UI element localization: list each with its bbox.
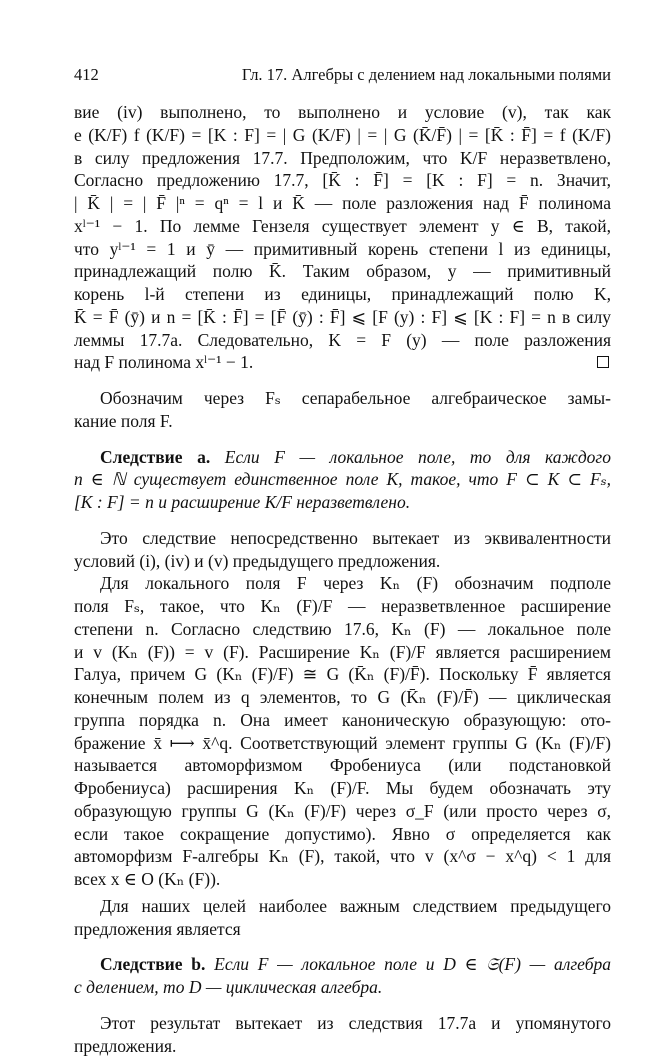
text-line: что yˡ⁻¹ = 1 и ȳ — примитивный корень степени l из единицы,	[74, 238, 611, 261]
running-head: Гл. 17. Алгебры с делением над локальными полями	[242, 64, 611, 86]
text-line: K̄ = F̄ (ȳ) и n = [K̄ : F̄] = [F̄ (ȳ) : F̄] ⩽ [F (y) : F] ⩽ [K : F] = n в силу	[74, 306, 611, 329]
corollary-a-label: Следствие a.	[100, 447, 210, 467]
frobenius-paragraph	[74, 572, 611, 891]
text-line: кание поля F.	[74, 410, 611, 433]
text-line: xˡ⁻¹ − 1. По лемме Гензеля существует элемент y ∈ B, такой,	[74, 215, 611, 238]
text-line: предложения.	[74, 1035, 611, 1057]
text-line: если такое сокращение допустимо). Явно σ определяется как	[74, 823, 611, 846]
text-line: с делением, то D — циклическая алгебра.	[74, 976, 611, 999]
text-line: Это следствие непосредственно вытекает из эквивалентности	[74, 527, 611, 550]
text-line: и v (Kₙ (F)) = v (F). Расширение Kₙ (F)/F является расширением	[74, 641, 611, 664]
corollary-b-first-line	[74, 953, 611, 976]
corollary-a-first-line	[74, 446, 611, 469]
text-line: Если F — локальное поле, то для каждого	[225, 447, 611, 467]
important-corollary-intro-paragraph	[74, 895, 611, 941]
text-line: всех x ∈ O (Kₙ (F)).	[74, 868, 611, 891]
text-line: поля Fₛ, такое, что Kₙ (F)/F — неразветвленное расширение	[74, 595, 611, 618]
text-line: автоморфизм F-алгебры Kₙ (F), такой, что v (x^σ − x^q) < 1 для	[74, 845, 611, 868]
text-line: называется автоморфизмом Фробениуса (или подстановкой	[74, 754, 611, 777]
text-line: Этот результат вытекает из следствия 17.7a и упомянутого	[74, 1012, 611, 1035]
spacer	[74, 940, 611, 953]
text-line: принадлежащий полю K̄. Таким образом, y — примитивный	[74, 260, 611, 283]
corollary-a	[74, 446, 611, 514]
text-line: Если F — локальное поле и D ∈ 𝔖(F) — алгебра	[214, 954, 611, 974]
text-line-end-of-proof	[74, 351, 611, 374]
page-number: 412	[74, 64, 99, 86]
text-line: | K̄ | = | F̄ |ⁿ = qⁿ = l и K̄ — поле разложения над F̄ полинома	[74, 192, 611, 215]
text-line: вие (iv) выполнено, то выполнено и условие (v), так как	[74, 101, 611, 124]
text-line: над F полинома xˡ⁻¹ − 1.	[74, 352, 253, 372]
spacer	[74, 514, 611, 527]
corollary-a-proof-paragraph	[74, 527, 611, 573]
text-line: Фробениуса) расширения Kₙ (F)/F. Мы будем обозначать эту	[74, 777, 611, 800]
text-line: Для наших целей наиболее важным следствием предыдущего	[74, 895, 611, 918]
end-of-proof-square-icon	[597, 356, 609, 368]
text-line: [K : F] = n и расширение K/F неразветвлено.	[74, 491, 611, 514]
text-line: Для локального поля F через Kₙ (F) обозначим подполе	[74, 572, 611, 595]
text-line: e (K/F) f (K/F) = [K : F] = | G (K/F) | = | G (K̄/F̄) | = [K̄ : F̄] = f (K/F)	[74, 124, 611, 147]
page-body	[74, 101, 611, 1057]
proof-continuation-paragraph	[74, 101, 611, 374]
text-line: предложения является	[74, 918, 611, 941]
text-line: Галуа, причем G (Kₙ (F)/F) ≅ G (K̄ₙ (F)/F̄). Поскольку F̄ является	[74, 663, 611, 686]
page-header	[74, 64, 611, 86]
spacer	[74, 433, 611, 446]
text-line: Согласно предложению 17.7, [K̄ : F̄] = [K : F] = n. Значит,	[74, 169, 611, 192]
corollary-b-proof-paragraph	[74, 1012, 611, 1057]
corollary-b	[74, 953, 611, 999]
text-line: группа порядка n. Она имеет каноническую образующую: ото-	[74, 709, 611, 732]
text-line: корень l-й степени из единицы, принадлежащий полю K,	[74, 283, 611, 306]
text-line: образующую группы G (Kₙ (F)/F) через σ_F (или просто через σ,	[74, 800, 611, 823]
corollary-b-label: Следствие b.	[100, 954, 205, 974]
text-line: леммы 17.7a. Следовательно, K = F (y) — поле разложения	[74, 329, 611, 352]
text-line: условий (i), (iv) и (v) предыдущего предложения.	[74, 550, 611, 573]
text-line: Обозначим через Fₛ сепарабельное алгебраическое замы-	[74, 387, 611, 410]
text-line: бражение x̄ ⟼ x̄^q. Соответствующий элемент группы G (Kₙ (F)/F)	[74, 732, 611, 755]
text-line: конечным полем из q элементов, то G (K̄ₙ (F)/F̄) — циклическая	[74, 686, 611, 709]
spacer	[74, 999, 611, 1012]
text-line: n ∈ ℕ существует единственное поле K, такое, что F ⊂ K ⊂ Fₛ,	[74, 468, 611, 491]
separable-closure-paragraph	[74, 387, 611, 433]
spacer	[74, 374, 611, 387]
text-line: степени n. Согласно следствию 17.6, Kₙ (F) — локальное поле	[74, 618, 611, 641]
text-line: в силу предложения 17.7. Предположим, что K/F неразветвлено,	[74, 147, 611, 170]
